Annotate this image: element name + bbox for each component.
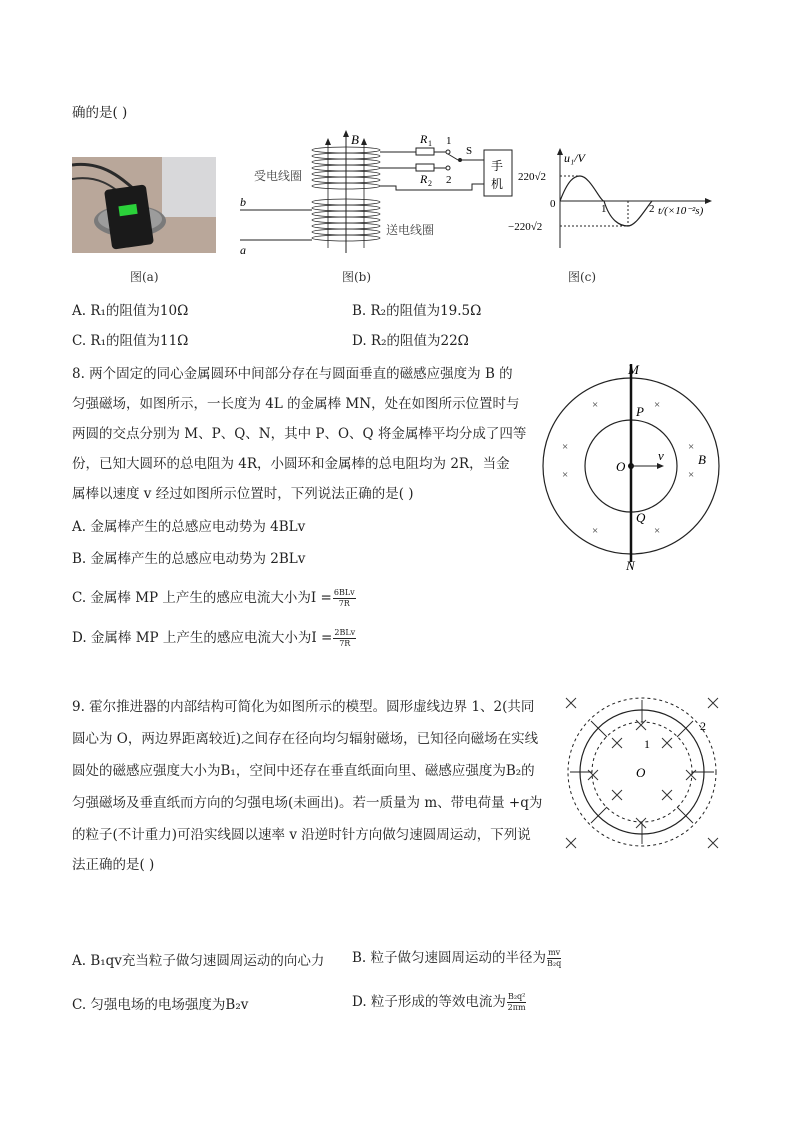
fig-b-S-label: S <box>466 145 473 157</box>
fig-b-phone-2: 机 <box>491 177 504 191</box>
fig-c-x2: 2 <box>649 203 655 215</box>
fig-c-x1: 1 <box>601 203 607 215</box>
fig-b-R2-sub: 2 <box>428 179 432 188</box>
q7-stem-tail: 确的是( ) <box>72 105 128 121</box>
q8-option-a: A. 金属棒产生的总感应电动势为 4BLv <box>72 519 306 535</box>
q8-option-c-fraction <box>333 588 356 609</box>
q8-fig-Q: Q <box>636 510 646 525</box>
q8-option-d <box>72 628 356 649</box>
q8-fig-P: P <box>636 404 644 419</box>
fig-c-caption: 图(c) <box>568 270 597 284</box>
fig-b-R1-sub: 1 <box>428 139 432 148</box>
q9-stem-line-2: 圆心为 O，两边界距离较近)之间存在径向均匀辐射磁场，已知径向磁场在实线 <box>72 731 539 747</box>
q8-fig-O: O <box>616 459 626 474</box>
svg-text:×: × <box>654 525 661 537</box>
fig-b-caption: 图(b) <box>342 270 372 284</box>
q8-option-d-num: 2BLv <box>334 628 356 637</box>
q9-option-a: A. B₁qv充当粒子做匀速圆周运动的向心力 <box>72 953 325 969</box>
q8-option-d-fraction <box>333 628 356 649</box>
svg-text:×: × <box>562 469 569 481</box>
q8-figure <box>536 360 728 572</box>
q9-stem-line-1: 9. 霍尔推进器的内部结构可简化为如图所示的模型。圆形虚线边界 1、2(共同 <box>72 699 535 715</box>
q9-option-b-num: mv <box>548 948 561 957</box>
fig-c-ymax: 220√2 <box>518 171 547 183</box>
q8-option-c-text: C. 金属棒 MP 上产生的感应电流大小为I = <box>72 590 332 606</box>
q8-stem-line-3: 两圆的交点分别为 M、P、Q、N，其中 P、O、Q 将金属棒平均分成了四等 <box>72 426 527 442</box>
q8-stem-line-4: 份，已知大圆环的总电阻为 4R，小圆环和金属棒的总电阻均为 2R，当金 <box>72 456 510 472</box>
svg-text:×: × <box>688 469 695 481</box>
q9-option-d-den: 2πm <box>507 1003 526 1012</box>
fig-b-B-label: B <box>351 132 359 147</box>
fig-b-a-label: a <box>240 243 246 257</box>
fig-b-sw2-label: 2 <box>446 174 452 186</box>
q9-option-d-text: D. 粒子形成的等效电流为 <box>352 994 506 1010</box>
q8-fig-v: v <box>658 448 664 463</box>
q9-option-d-num: B₂q² <box>507 992 526 1001</box>
fig-a-photo <box>72 157 216 253</box>
q9-fig-label-2: 2 <box>700 719 706 733</box>
q7-option-b: B. R₂的阻值为19.5Ω <box>352 303 482 319</box>
q9-option-b-den: B₂q <box>547 959 562 968</box>
fig-a-caption: 图(a) <box>130 270 159 284</box>
q9-stem-line-6: 法正确的是( ) <box>72 857 155 873</box>
q9-option-b <box>352 948 561 969</box>
q9-stem-line-4: 匀强磁场及垂直纸而方向的匀强电场(未画出)。若一质量为 m、带电荷量 +q为 <box>72 795 543 811</box>
q8-option-d-text: D. 金属棒 MP 上产生的感应电流大小为I = <box>72 630 333 646</box>
q9-figure <box>558 690 728 856</box>
q8-fig-N: N <box>626 558 635 572</box>
fig-b-phone-1: 手 <box>491 159 504 173</box>
q9-option-b-text: B. 粒子做匀速圆周运动的半径为 <box>352 950 547 966</box>
q9-option-c: C. 匀强电场的电场强度为B₂v <box>72 997 249 1013</box>
fig-c-ymin: −220√2 <box>508 221 543 233</box>
fig-c-ylabel: u₁/V <box>564 151 585 165</box>
fig-b-receive-coil: 受电线圈 <box>254 169 303 183</box>
q8-option-d-den: 7R <box>339 639 351 648</box>
q9-stem-line-3: 圆处的磁感应强度大小为B₁，空间中还存在垂直纸面向里、磁感应强度为B₂的 <box>72 763 535 779</box>
q8-stem-line-5: 属棒以速度 v 经过如图所示位置时，下列说法正确的是( ) <box>72 486 414 502</box>
fig-c-xlabel: t/(×10⁻²s) <box>658 205 704 217</box>
q7-option-a: A. R₁的阻值为10Ω <box>72 303 189 319</box>
q8-option-c-num: 6BLv <box>333 588 355 597</box>
fig-c-origin: 0 <box>550 198 556 210</box>
q8-stem-line-1: 8. 两个固定的同心金属圆环中间部分存在与圆面垂直的磁感应强度为 B 的 <box>72 366 513 382</box>
q8-option-b: B. 金属棒产生的总感应电动势为 2BLv <box>72 551 306 567</box>
q9-fig-O: O <box>636 765 646 780</box>
q9-fig-label-1: 1 <box>644 737 650 751</box>
fig-b-send-coil: 送电线圈 <box>386 223 435 237</box>
fig-b-circuit <box>236 128 526 263</box>
svg-text:×: × <box>592 399 599 411</box>
q9-option-d <box>352 992 526 1013</box>
svg-text:×: × <box>688 441 695 453</box>
fig-b-R1-label: R <box>420 132 428 146</box>
q7-option-c: C. R₁的阻值为11Ω <box>72 333 189 349</box>
q8-stem-line-2: 匀强磁场，如图所示，一长度为 4L 的金属棒 MN，处在如图所示位置时与 <box>72 396 520 412</box>
svg-text:×: × <box>562 441 569 453</box>
fig-b-b-label: b <box>240 195 246 209</box>
q9-stem-line-5: 的粒子(不计重力)可沿实线圆以速率 v 沿逆时针方向做匀速圆周运动，下列说 <box>72 827 531 843</box>
fig-b-sw1-label: 1 <box>446 135 452 147</box>
svg-text:×: × <box>592 525 599 537</box>
q7-option-d: D. R₂的阻值为22Ω <box>352 333 469 349</box>
q9-option-d-fraction <box>507 992 526 1013</box>
q8-fig-M: M <box>628 362 639 377</box>
svg-text:×: × <box>654 399 661 411</box>
fig-b-R2-label: R <box>420 172 428 186</box>
fig-c-waveform <box>506 148 742 256</box>
q8-option-c <box>72 588 356 609</box>
q8-option-c-den: 7R <box>338 599 350 608</box>
q9-option-b-fraction <box>547 948 561 969</box>
q8-fig-B: B <box>698 452 706 467</box>
